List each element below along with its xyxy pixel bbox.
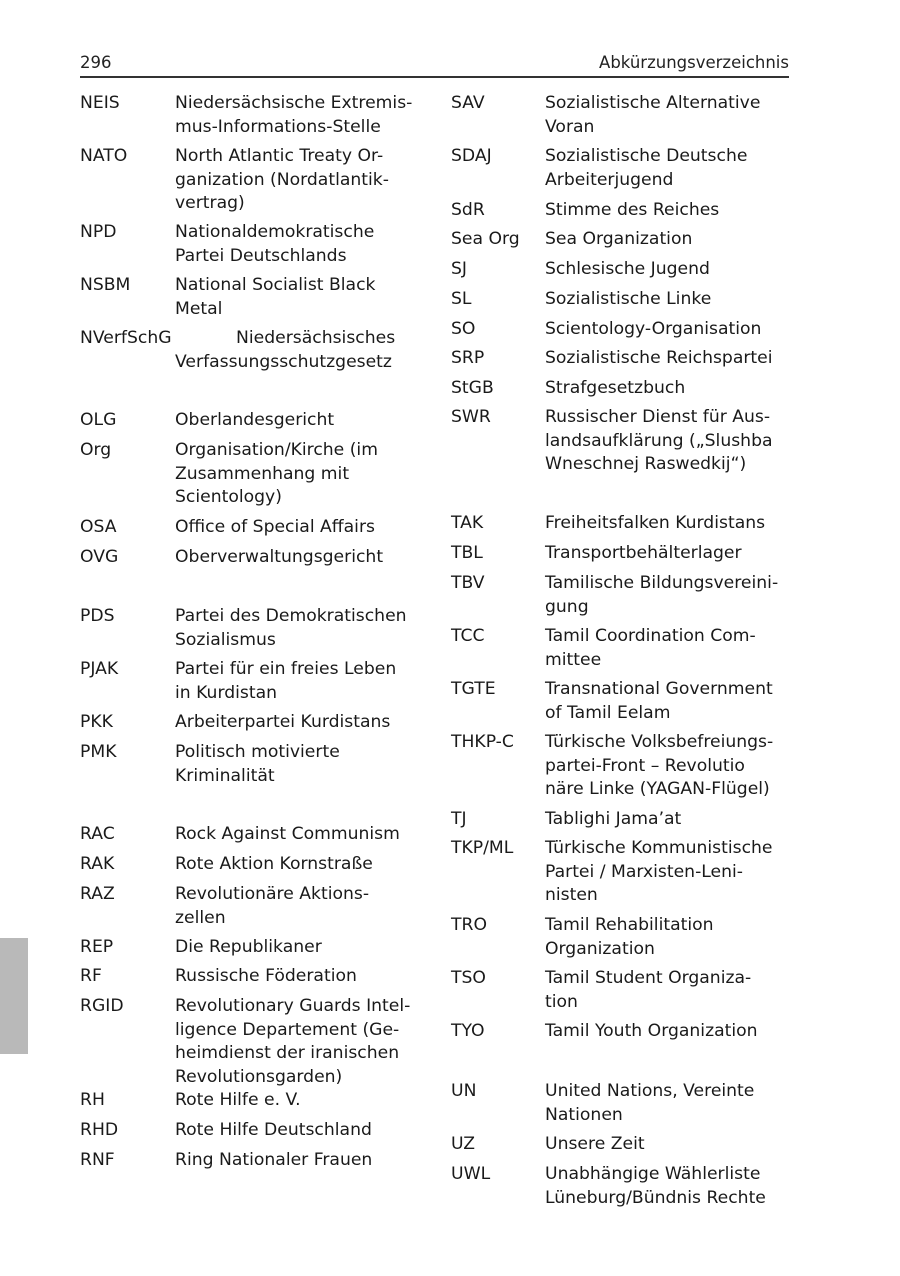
abbreviation: OSA bbox=[80, 517, 117, 537]
definition-line: Sozialistische Reichspartei bbox=[545, 348, 773, 368]
definition-line: Politisch motivierte bbox=[175, 742, 340, 762]
definition-line: ligence Departement (Ge- bbox=[175, 1019, 400, 1040]
definition-line: tion bbox=[545, 991, 578, 1012]
definition-line: Tamil Rehabilitation bbox=[545, 915, 714, 935]
definition-line: Wneschnej Raswedkij“) bbox=[545, 454, 747, 474]
definition-line: Oberverwaltungsgericht bbox=[175, 547, 384, 567]
abbreviation: REP bbox=[80, 937, 114, 957]
abbreviation: RH bbox=[80, 1090, 105, 1110]
definition bbox=[175, 711, 390, 735]
definition bbox=[175, 516, 375, 540]
definition-line: Office of Special Affairs bbox=[175, 517, 375, 537]
definition-line: Rock Against Communism bbox=[175, 824, 400, 844]
definition bbox=[175, 853, 373, 877]
abbreviation: RF bbox=[80, 966, 102, 986]
abbreviation: OVG bbox=[80, 547, 119, 567]
abbreviation: PMK bbox=[80, 742, 117, 762]
definition bbox=[175, 1149, 372, 1173]
page-number: 296 bbox=[80, 53, 112, 72]
definition bbox=[175, 883, 369, 930]
definition bbox=[545, 288, 711, 312]
definition-line: in Kurdistan bbox=[175, 682, 278, 703]
definition-line: National Socialist Black bbox=[175, 275, 376, 295]
definition bbox=[175, 605, 407, 652]
definition bbox=[545, 199, 719, 223]
definition-line: vertrag) bbox=[175, 193, 245, 213]
definition-line: Strafgesetzbuch bbox=[545, 378, 686, 398]
definition bbox=[545, 377, 685, 401]
definition-line: Partei des Demokratischen bbox=[175, 606, 407, 626]
abbreviation: RAK bbox=[80, 854, 115, 874]
abbreviation: Sea Org bbox=[451, 229, 520, 249]
definition-line: Türkische Kommunistische bbox=[545, 838, 773, 858]
definition-line: Kriminalität bbox=[175, 765, 275, 786]
abbreviation: SRP bbox=[451, 348, 485, 368]
definition-line: Unsere Zeit bbox=[545, 1134, 645, 1154]
definition-line: North Atlantic Treaty Or- bbox=[175, 146, 384, 166]
header-rule bbox=[80, 76, 789, 78]
abbreviation: SAV bbox=[451, 93, 485, 113]
definition-line: Partei / Marxisten-Leni- bbox=[545, 861, 743, 882]
abbreviation: PKK bbox=[80, 712, 113, 732]
abbreviation: TSO bbox=[451, 968, 486, 988]
definition-line: Russische Föderation bbox=[175, 966, 357, 986]
abbreviation: TJ bbox=[451, 809, 467, 829]
abbreviation: SDAJ bbox=[451, 146, 492, 166]
definition-line: Niedersächsisches bbox=[236, 328, 396, 348]
abbreviation: RGID bbox=[80, 996, 124, 1016]
abbreviation: TBV bbox=[451, 573, 485, 593]
abbreviation: UN bbox=[451, 1081, 477, 1101]
abbreviation: SWR bbox=[451, 407, 491, 427]
definition bbox=[545, 967, 751, 1014]
definition-line: Russischer Dienst für Aus- bbox=[545, 407, 771, 427]
definition bbox=[545, 512, 765, 536]
definition-line: Scientology) bbox=[175, 487, 282, 507]
definition-line: landsaufklärung („Slushba bbox=[545, 430, 773, 451]
definition bbox=[175, 936, 322, 960]
abbreviation: SdR bbox=[451, 200, 485, 220]
abbreviation: PDS bbox=[80, 606, 115, 626]
abbreviation: NSBM bbox=[80, 275, 131, 295]
definition-line: Türkische Volksbefreiungs- bbox=[545, 732, 774, 752]
abbreviation: UWL bbox=[451, 1164, 491, 1184]
definition bbox=[545, 318, 761, 342]
abbreviation: UZ bbox=[451, 1134, 476, 1154]
definition bbox=[175, 92, 412, 139]
definition bbox=[545, 347, 773, 371]
abbreviation: TGTE bbox=[451, 679, 496, 699]
definition bbox=[175, 327, 395, 374]
definition-line: heimdienst der iranischen bbox=[175, 1043, 400, 1063]
definition-line: Transnational Government bbox=[545, 679, 773, 699]
definition bbox=[175, 965, 357, 989]
definition-line: Rote Hilfe Deutschland bbox=[175, 1120, 372, 1140]
definition-line: Schlesische Jugend bbox=[545, 259, 710, 279]
definition-line: Nationen bbox=[545, 1104, 623, 1125]
abbreviation: RHD bbox=[80, 1120, 119, 1140]
abbreviation: RNF bbox=[80, 1150, 115, 1170]
abbreviation: TKP/ML bbox=[451, 838, 514, 858]
definition-line: Sozialistische Linke bbox=[545, 289, 712, 309]
abbreviation: THKP-C bbox=[451, 732, 514, 752]
definition-line: Tamil Student Organiza- bbox=[545, 968, 752, 988]
abbreviation: NATO bbox=[80, 146, 128, 166]
definition bbox=[545, 1020, 758, 1044]
definition-line: Revolutionäre Aktions- bbox=[175, 884, 370, 904]
definition-line: Rote Aktion Kornstraße bbox=[175, 854, 373, 874]
definition-line: mittee bbox=[545, 649, 602, 670]
definition-line: Freiheitsfalken Kurdistans bbox=[545, 513, 766, 533]
definition-line: Ring Nationaler Frauen bbox=[175, 1150, 373, 1170]
abbreviation: PJAK bbox=[80, 659, 119, 679]
definition bbox=[545, 808, 681, 832]
definition-line: partei-Front – Revolutio bbox=[545, 755, 745, 776]
definition bbox=[545, 92, 760, 139]
definition-line: Sea Organization bbox=[545, 229, 693, 249]
definition-line: Tamilische Bildungsvereini- bbox=[545, 573, 779, 593]
abbreviation: RAZ bbox=[80, 884, 115, 904]
definition-line: Sozialismus bbox=[175, 629, 276, 650]
definition bbox=[545, 1163, 766, 1210]
definition-line: ganization (Nordatlantik- bbox=[175, 169, 389, 190]
definition-line: Arbeiterpartei Kurdistans bbox=[175, 712, 391, 732]
definition bbox=[175, 409, 334, 433]
abbreviation: NVerfSchG bbox=[80, 328, 172, 348]
definition-line: Tablighi Jama’at bbox=[545, 809, 682, 829]
definition bbox=[545, 837, 772, 908]
definition-line: Scientology-Organisation bbox=[545, 319, 762, 339]
definition-line: Tamil Coordination Com- bbox=[545, 626, 756, 646]
definition-line: Revolutionsgarden) bbox=[175, 1066, 343, 1087]
definition bbox=[545, 258, 710, 282]
definition bbox=[175, 546, 383, 570]
abbreviation: SJ bbox=[451, 259, 467, 279]
definition bbox=[175, 741, 340, 788]
definition-line: Die Republikaner bbox=[175, 937, 322, 957]
definition bbox=[175, 274, 375, 321]
definition bbox=[175, 439, 378, 510]
definition bbox=[545, 731, 773, 802]
definition bbox=[175, 1089, 301, 1113]
definition-line: Arbeiterjugend bbox=[545, 169, 674, 190]
definition bbox=[545, 1133, 645, 1157]
abbreviation: Org bbox=[80, 440, 112, 460]
abbreviation: TYO bbox=[451, 1021, 485, 1041]
abbreviation: StGB bbox=[451, 378, 494, 398]
definition-line: Organisation/Kirche (im bbox=[175, 440, 378, 460]
abbreviation: TRO bbox=[451, 915, 487, 935]
definition-line: Lüneburg/Bündnis Rechte bbox=[545, 1187, 766, 1208]
definition-line: Transportbehälterlager bbox=[545, 543, 742, 563]
definition-line: nisten bbox=[545, 885, 598, 905]
abbreviation: OLG bbox=[80, 410, 117, 430]
definition bbox=[175, 1119, 372, 1143]
definition-line: Rote Hilfe e. V. bbox=[175, 1090, 301, 1110]
definition-line: zellen bbox=[175, 907, 226, 928]
definition bbox=[545, 406, 773, 477]
definition-line: Partei für ein freies Leben bbox=[175, 659, 397, 679]
definition-line: Zusammenhang mit bbox=[175, 463, 350, 484]
abbreviation: SL bbox=[451, 289, 472, 309]
definition-line: Revolutionary Guards Intel- bbox=[175, 996, 411, 1016]
definition bbox=[175, 658, 396, 705]
abbreviation: TAK bbox=[451, 513, 484, 533]
definition-line: Sozialistische Alternative bbox=[545, 93, 761, 113]
definition bbox=[545, 228, 692, 252]
abbreviation: TBL bbox=[451, 543, 483, 563]
definition-line: Sozialistische Deutsche bbox=[545, 146, 748, 166]
definition-line: gung bbox=[545, 596, 589, 617]
definition bbox=[545, 678, 773, 725]
definition-line: Nationaldemokratische bbox=[175, 222, 375, 242]
definition bbox=[545, 914, 714, 961]
definition bbox=[545, 625, 756, 672]
abbreviation: NEIS bbox=[80, 93, 120, 113]
definition bbox=[175, 995, 410, 1089]
definition-line: Verfassungsschutzgesetz bbox=[175, 351, 392, 372]
definition bbox=[545, 1080, 754, 1127]
definition-line: Partei Deutschlands bbox=[175, 245, 347, 266]
definition-line: Stimme des Reiches bbox=[545, 200, 720, 220]
running-header-title: Abkürzungsverzeichnis bbox=[599, 53, 789, 72]
definition bbox=[175, 221, 374, 268]
definition bbox=[175, 145, 389, 216]
abbreviation: RAC bbox=[80, 824, 115, 844]
definition bbox=[175, 823, 400, 847]
definition-line: mus-Informations-Stelle bbox=[175, 116, 381, 137]
definition-line: Tamil Youth Organization bbox=[545, 1021, 758, 1041]
thumb-index-tab bbox=[0, 938, 28, 1054]
definition-line: of Tamil Eelam bbox=[545, 702, 671, 723]
definition-line: Organization bbox=[545, 938, 655, 959]
abbreviation: NPD bbox=[80, 222, 117, 242]
definition bbox=[545, 542, 742, 566]
definition bbox=[545, 572, 778, 619]
definition bbox=[545, 145, 747, 192]
abbreviation: TCC bbox=[451, 626, 485, 646]
definition-line: Metal bbox=[175, 298, 223, 319]
definition-line: Niedersächsische Extremis- bbox=[175, 93, 413, 113]
definition-line: Unabhängige Wählerliste bbox=[545, 1164, 761, 1184]
definition-line: United Nations, Vereinte bbox=[545, 1081, 755, 1101]
definition-line: Voran bbox=[545, 116, 595, 137]
definition-line: Oberlandesgericht bbox=[175, 410, 335, 430]
definition-line: näre Linke (YAGAN-Flügel) bbox=[545, 779, 770, 799]
abbreviation: SO bbox=[451, 319, 476, 339]
